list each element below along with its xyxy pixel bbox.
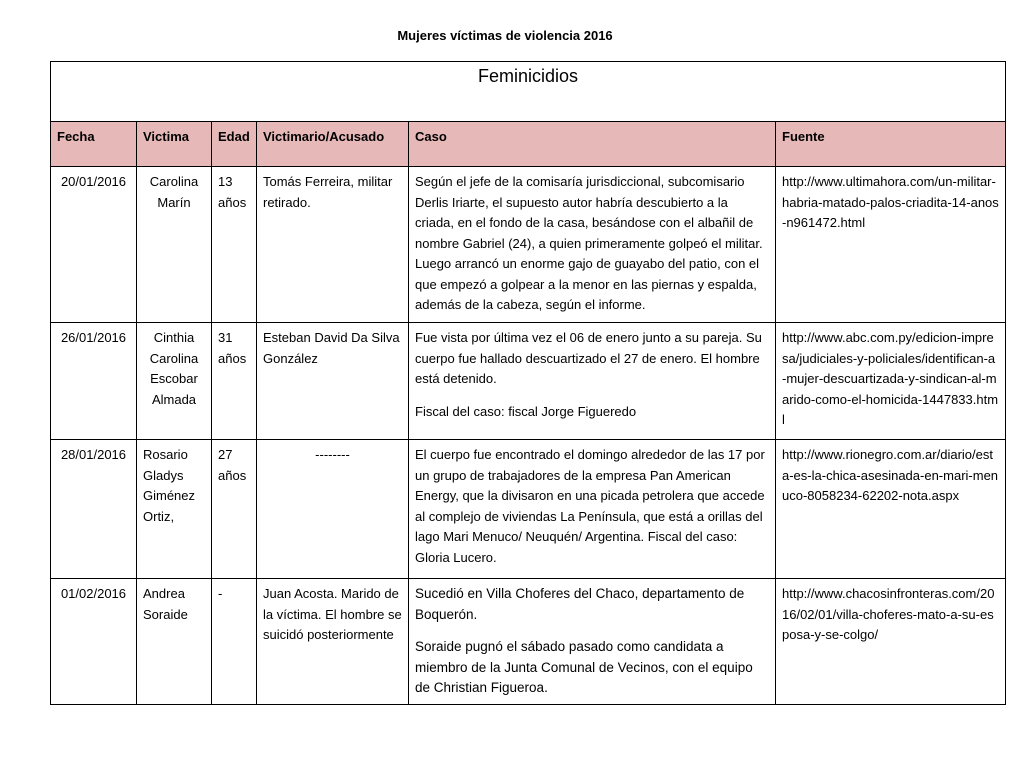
document-title: Mujeres víctimas de violencia 2016 — [397, 28, 613, 43]
cell-fuente-link[interactable]: http://www.abc.com.py/edicion-impresa/judiciales-y-policiales/identifican-a-mujer-descuartizada-y-sindican-al-marido-como-el-homicida-1447833.html — [776, 323, 1006, 440]
header-row — [51, 122, 1006, 167]
cell-caso — [409, 440, 776, 579]
cell-victima: Andrea Soraide — [137, 579, 212, 705]
header-edad: Edad — [212, 122, 257, 167]
cell-caso — [409, 167, 776, 323]
cell-fuente-link[interactable]: http://www.ultimahora.com/un-militar-habria-matado-palos-criadita-14-anos-n961472.html — [776, 167, 1006, 323]
cell-edad: 31 años — [212, 323, 257, 440]
header-victimario: Victimario/Acusado — [257, 122, 409, 167]
caso-paragraph: Soraide pugnó el sábado pasado como candidata a miembro de la Junta Comunal de Vecinos, con el equipo de Christian Figueroa. — [415, 639, 753, 695]
cell-victimario: Juan Acosta. Marido de la víctima. El hombre se suicidó posteriormente — [257, 579, 409, 705]
cell-edad: 13 años — [212, 167, 257, 323]
cell-fuente-link[interactable]: http://www.chacosinfronteras.com/2016/02/01/villa-choferes-mato-a-su-esposa-y-se-colgo/ — [776, 579, 1006, 705]
caso-paragraph: Fue vista por última vez el 06 de enero junto a su pareja. Su cuerpo fue hallado descuartizado el 27 de enero. El hombre está detenido. — [415, 330, 762, 386]
caso-paragraph: Fiscal del caso: fiscal Jorge Figueredo — [415, 403, 637, 419]
header-victima: Victima — [137, 122, 212, 167]
caso-paragraph: Sucedió en Villa Choferes del Chaco, departamento de Boquerón. — [415, 586, 745, 622]
cell-victima: Carolina Marín — [137, 167, 212, 323]
cell-victima: Rosario Gladys Giménez Ortiz, — [137, 440, 212, 579]
cell-victimario: Esteban David Da Silva González — [257, 323, 409, 440]
cell-victimario: Tomás Ferreira, militar retirado. — [257, 167, 409, 323]
cell-edad: - — [212, 579, 257, 705]
header-caso: Caso — [409, 122, 776, 167]
table-row — [51, 323, 1006, 440]
cell-fecha: 01/02/2016 — [51, 579, 137, 705]
caso-paragraph: El cuerpo fue encontrado el domingo alrededor de las 17 por un grupo de trabajadores de la empresa Pan American Energy, que la divisaron en una picada petrolera que accede al complejo de viviendas La Península, que está a orillas del lago Mari Menuco/ Neuquén/ Argentina. Fiscal del caso: Gloria Lucero. — [415, 447, 765, 565]
caso-paragraph: Según el jefe de la comisaría jurisdiccional, subcomisario Derlis Iriarte, el supuesto autor habría descubierto a la criada, en el fondo de la casa, besándose con el albañil de nombre Gabriel (24), a quien primeramente golpeó el militar. Luego arrancó un enorme gajo de guayabo del patio, con el que empezó a golpear a la menor en las piernas y espalda, además de la cabeza, según el informe. — [415, 174, 763, 312]
table-row — [51, 579, 1006, 705]
cell-fecha: 28/01/2016 — [51, 440, 137, 579]
table-row — [51, 440, 1006, 579]
cell-fuente-link[interactable]: http://www.rionegro.com.ar/diario/esta-es-la-chica-asesinada-en-mari-menuco-8058234-62202-nota.aspx — [776, 440, 1006, 579]
cell-victimario: -------- — [257, 440, 409, 579]
feminicidios-table — [50, 61, 1006, 705]
header-fecha: Fecha — [51, 122, 137, 167]
header-fuente: Fuente — [776, 122, 1006, 167]
cell-caso — [409, 323, 776, 440]
cell-fecha: 26/01/2016 — [51, 323, 137, 440]
cell-victima: Cinthia Carolina Escobar Almada — [137, 323, 212, 440]
table-row — [51, 167, 1006, 323]
cell-fecha: 20/01/2016 — [51, 167, 137, 323]
table-caption: Feminicidios — [51, 62, 1006, 122]
cell-edad: 27 años — [212, 440, 257, 579]
cell-caso — [409, 579, 776, 705]
